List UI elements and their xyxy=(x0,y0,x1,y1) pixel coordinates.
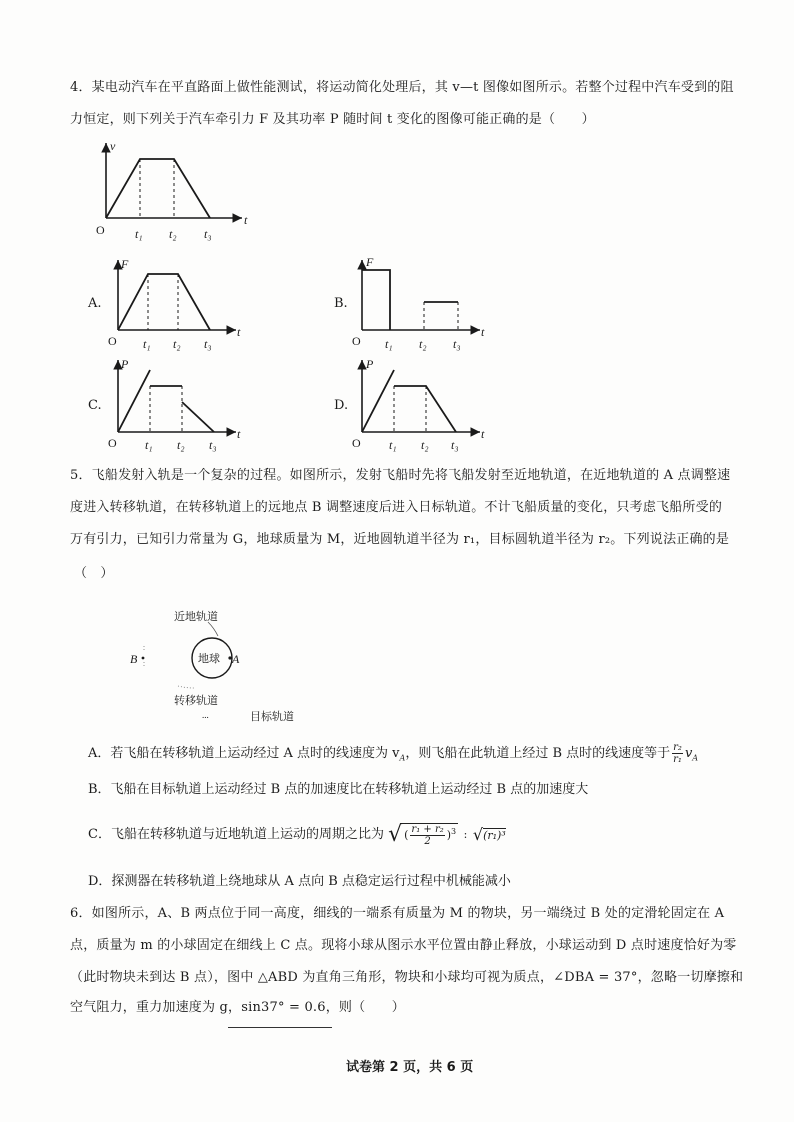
d-origin: O xyxy=(352,436,361,450)
q5-option-c[interactable] xyxy=(88,822,506,847)
d-y-label: P xyxy=(366,357,374,371)
q5-option-b[interactable]: B．飞船在目标轨道上运动经过 B 点的加速度比在转移轨道上运动经过 B 点的加速度大 xyxy=(88,782,589,797)
q4-option-c-letter[interactable]: C. xyxy=(88,398,102,413)
q5-option-a[interactable] xyxy=(88,742,698,765)
q5-stem-line2: 度进入转移轨道，在转移轨道上的远地点 B 调整速度后进入日标轨道。不计飞船质量的变化，只考虑飞船所受的 xyxy=(70,500,723,515)
q5-option-c-num: r₁ + r₂ xyxy=(411,823,444,835)
q4-vt-graph xyxy=(92,138,252,250)
q5-option-d[interactable]: D．探测器在转移轨道上绕地球从 A 点向 B 点稳定运行过程中机械能减小 xyxy=(88,874,511,889)
q5-option-c-rhs: (r₁)³ xyxy=(483,828,506,842)
vt-origin: O xyxy=(96,223,105,237)
q5-stem-line4: （ ） xyxy=(74,566,114,581)
c-tick-t3: t₃ xyxy=(209,438,217,452)
figure-top-rule xyxy=(228,1027,332,1028)
q4-option-a-letter[interactable]: A. xyxy=(88,296,102,311)
vt-y-label: v xyxy=(110,139,116,153)
q4-option-d-graph xyxy=(352,356,492,456)
q4-option-b-graph xyxy=(352,256,492,356)
page-footer: 试卷第 2 页，共 6 页 xyxy=(346,1060,474,1075)
q5-stem-line1: 5．飞船发射入轨是一个复杂的过程。如图所示，发射飞船时先将飞船发射至近地轨道，在近地轨道的 A 点调整速 xyxy=(70,468,731,483)
q4-option-b-letter[interactable]: B. xyxy=(334,296,348,311)
a-y-label: F xyxy=(121,257,129,271)
earth-label: 地球 xyxy=(198,653,220,665)
c-y-label: P xyxy=(121,357,129,371)
vt-tick-t3: t₃ xyxy=(204,227,212,241)
point-a-label: A xyxy=(232,652,240,666)
q4-stem-line2: 力恒定，则下列关于汽车牵引力 F 及其功率 P 随时间 t 变化的图像可能正确的是（ ） xyxy=(70,112,595,127)
b-x-label: t xyxy=(481,325,485,339)
a-tick-t1: t₁ xyxy=(143,337,151,351)
a-tick-t3: t₃ xyxy=(204,337,212,351)
q5-option-a-num: r₂ xyxy=(673,742,682,753)
c-origin: O xyxy=(108,436,117,450)
q6-stem-line1: 6．如图所示，A、B 两点位于同一高度，细线的一端系有质量为 M 的物块，另一端绕过 B 处的定滑轮固定在 A xyxy=(70,906,725,921)
d-tick-t2: t₂ xyxy=(421,438,429,452)
b-tick-t2: t₂ xyxy=(419,337,427,351)
q5-stem-line3: 万有引力，已知引力常量为 G，地球质量为 M，近地圆轨道半径为 r₁，目标圆轨道半径为 r₂。下列说法正确的是 xyxy=(70,532,730,547)
q5-option-a-sub: A xyxy=(399,753,406,763)
transfer-orbit-label: 转移轨道 xyxy=(174,695,218,707)
dots-mark: ... xyxy=(202,710,209,720)
b-origin: O xyxy=(352,334,361,348)
c-x-label: t xyxy=(237,427,241,441)
target-orbit-label: 目标轨道 xyxy=(250,711,294,723)
near-orbit-label: 近地轨道 xyxy=(174,611,218,623)
q5-option-a-mid: ，则飞船在此轨道上经过 B 点时的线速度等于 xyxy=(405,746,671,761)
c-tick-t1: t₁ xyxy=(145,438,153,452)
q5-option-a-suffix-sub: A xyxy=(692,753,699,763)
q6-stem-line3: （此时物块未到达 B 点），图中 △ABD 为直角三角形，物块和小球均可视为质点，∠DBA = 37°，忽略一切摩擦和 xyxy=(70,970,744,985)
a-x-label: t xyxy=(237,325,241,339)
q4-stem-line1: 4．某电动汽车在平直路面上做性能测试，将运动简化处理后，其 v—t 图像如图所示。若整个过程中汽车受到的阻 xyxy=(70,80,734,95)
d-x-label: t xyxy=(481,427,485,441)
q5-option-a-prefix: A．若飞船在转移轨道上运动经过 A 点时的线速度为 v xyxy=(88,746,400,761)
q5-option-c-formula: √ ( $\frac{\text{r₁ + r₂}}{2}$ )$^3$ : √(r₁)³ xyxy=(388,822,506,847)
vt-tick-t2: t₂ xyxy=(169,227,177,241)
a-tick-t2: t₂ xyxy=(173,337,181,351)
a-origin: O xyxy=(108,334,117,348)
q5-option-a-suffix: v xyxy=(684,746,693,761)
q4-option-d-letter[interactable]: D. xyxy=(334,398,349,413)
b-tick-t1: t₁ xyxy=(385,337,393,351)
q5-option-c-den: 2 xyxy=(424,835,431,847)
d-tick-t3: t₃ xyxy=(451,438,459,452)
q5-option-a-den: r₁ xyxy=(673,754,682,765)
vt-tick-t1: t₁ xyxy=(135,227,143,241)
c-tick-t2: t₂ xyxy=(177,438,185,452)
d-tick-t1: t₁ xyxy=(389,438,397,452)
vt-x-label: t xyxy=(244,213,248,227)
q5-option-c-prefix: C．飞船在转移轨道与近地轨道上运动的周期之比为 xyxy=(88,827,384,842)
q6-stem-line4: 空气阻力，重力加速度为 g，sin37° = 0.6，则（ ） xyxy=(70,1000,405,1015)
b-y-label: F xyxy=(366,256,374,269)
q6-stem-line2: 点，质量为 m 的小球固定在细线上 C 点。现将小球从图示水平位置由静止释放，小球运动到 D 点时速度恰好为零 xyxy=(70,938,737,953)
q4-option-a-graph xyxy=(106,256,246,356)
q5-option-a-fraction xyxy=(672,742,683,765)
b-tick-t3: t₃ xyxy=(453,337,461,351)
q4-option-c-graph xyxy=(106,356,246,456)
point-b-label: B xyxy=(130,652,138,666)
q5-orbit-figure xyxy=(124,602,324,728)
